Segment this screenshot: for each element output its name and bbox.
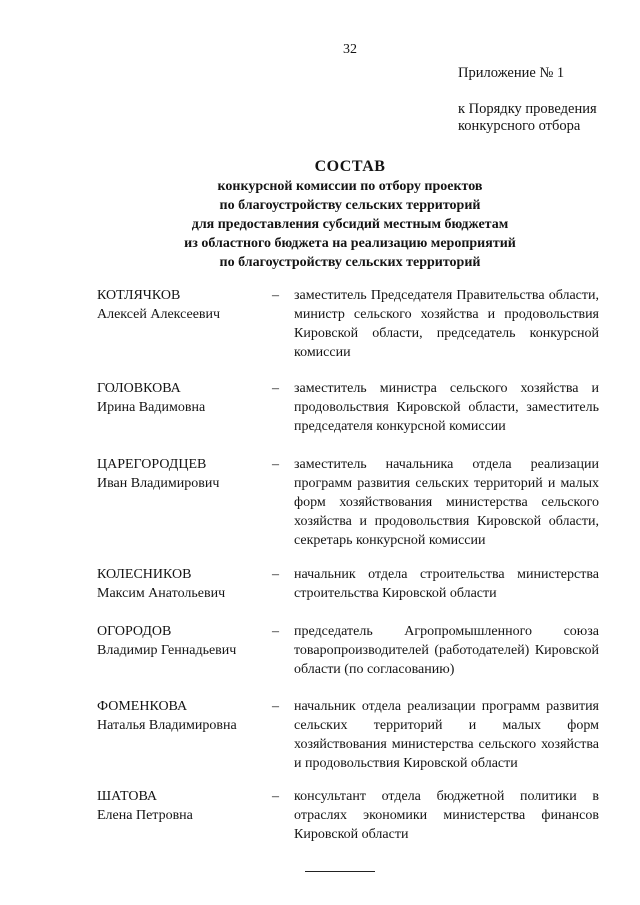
member-role: заместитель начальника отдела реализации программ развития сельских территорий и малых форм хозяйствования министерства сельского хозяйства и продовольствия Кировской области, секретарь конкурсной комиссии <box>294 457 599 548</box>
title-main: СОСТАВ <box>314 158 386 175</box>
dash-separator: – <box>272 381 279 396</box>
title-line: из областного бюджета на реализацию мероприятий <box>184 236 516 251</box>
member-names <box>97 622 272 660</box>
member-surname: ФОМЕНКОВА <box>97 699 188 714</box>
member-surname: ОГОРОДОВ <box>97 624 172 639</box>
member-given-name: Елена Петровна <box>97 808 193 823</box>
page-number: 32 <box>343 42 357 57</box>
member-role: председатель Агропромышленного союза товаропроизводителей (работодателей) Кировской области (по согласованию) <box>294 624 599 677</box>
dash-separator: – <box>272 457 279 472</box>
member-names <box>97 565 272 603</box>
appendix-line-3: конкурсного отбора <box>458 118 581 134</box>
member-given-name: Алексей Алексеевич <box>97 307 221 322</box>
dash-separator: – <box>272 288 279 303</box>
member-given-name: Максим Анатольевич <box>97 586 226 601</box>
dash-separator: – <box>272 567 279 582</box>
appendix-reference <box>458 65 597 135</box>
title-line: по благоустройству сельских территорий <box>219 255 481 270</box>
member-names <box>97 286 272 324</box>
member-given-name: Ирина Вадимовна <box>97 400 206 415</box>
dash-separator: – <box>272 789 279 804</box>
member-role: заместитель Председателя Правительства области, министр сельского хозяйства и продовольствия Кировской области, председатель конкурсной комиссии <box>294 288 599 360</box>
member-surname: КОТЛЯЧКОВ <box>97 288 181 303</box>
member-names <box>97 455 272 493</box>
appendix-number: Приложение № 1 <box>458 65 565 81</box>
member-role: начальник отдела реализации программ развития сельских территорий и малых форм хозяйствования министерства сельского хозяйства и продовольствия Кировской области <box>294 699 599 771</box>
member-given-name: Наталья Владимировна <box>97 718 237 733</box>
title-line: по благоустройству сельских территорий <box>219 198 481 213</box>
member-names <box>97 697 272 735</box>
document-title <box>0 157 640 272</box>
appendix-line-2: к Порядку проведения <box>458 101 597 117</box>
member-given-name: Иван Владимирович <box>97 476 220 491</box>
member-role: консультант отдела бюджетной политики в отраслях экономики министерства финансов Кировской области <box>294 789 599 842</box>
member-surname: КОЛЕСНИКОВ <box>97 567 192 582</box>
member-surname: ШАТОВА <box>97 789 158 804</box>
member-names <box>97 787 272 825</box>
member-role: начальник отдела строительства министерства строительства Кировской области <box>294 567 599 601</box>
member-role: заместитель министра сельского хозяйства и продовольствия Кировской области, заместитель председателя конкурсной комиссии <box>294 381 599 434</box>
member-names <box>97 379 272 417</box>
member-surname: ЦАРЕГОРОДЦЕВ <box>97 457 207 472</box>
title-line: конкурсной комиссии по отбору проектов <box>217 179 483 194</box>
member-surname: ГОЛОВКОВА <box>97 381 181 396</box>
dash-separator: – <box>272 624 279 639</box>
member-given-name: Владимир Геннадьевич <box>97 643 237 658</box>
title-line: для предоставления субсидий местным бюджетам <box>191 217 509 232</box>
footer-divider <box>305 871 375 872</box>
dash-separator: – <box>272 699 279 714</box>
